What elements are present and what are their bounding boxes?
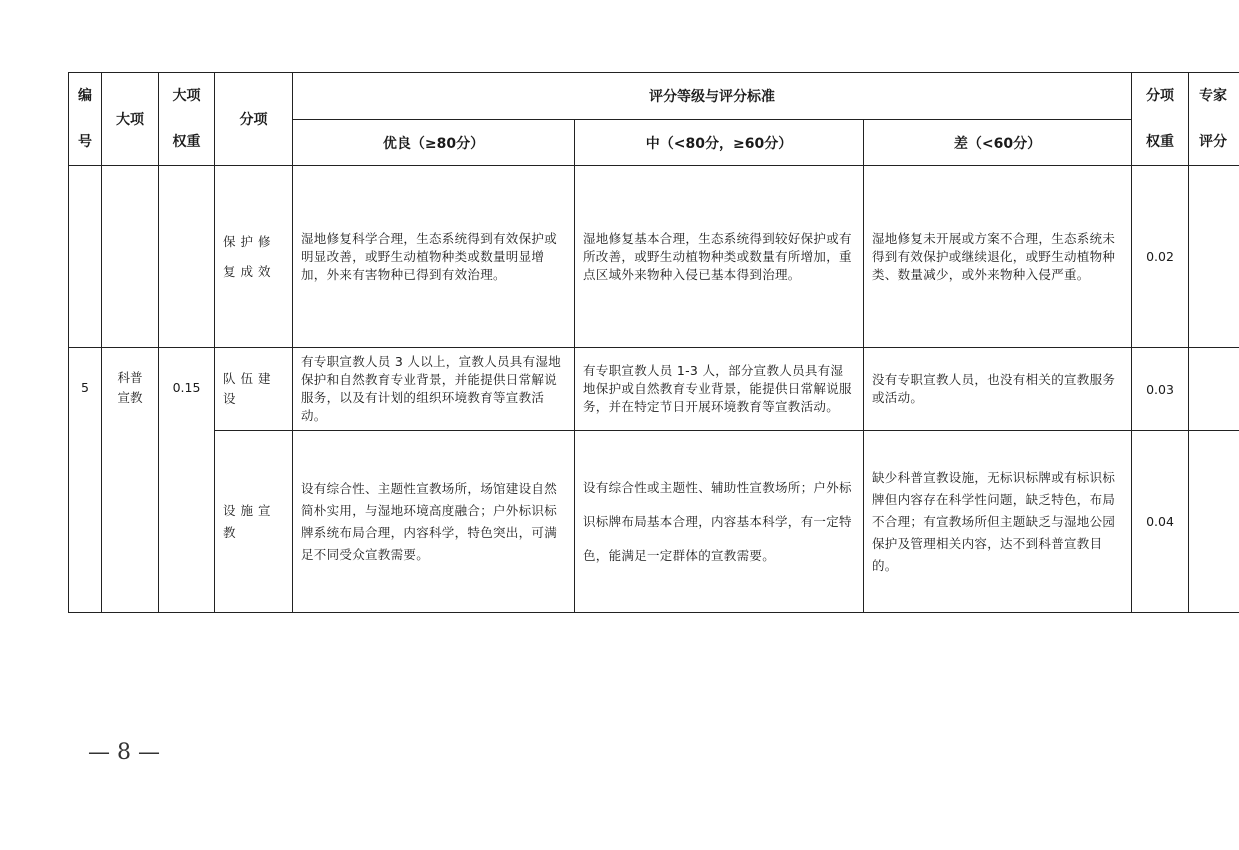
- header-no-line1: 编: [78, 88, 92, 104]
- header-item: 大项: [102, 73, 159, 166]
- header-bad: 差（<60分）: [864, 120, 1132, 166]
- good-criteria: 设有综合性、主题性宣教场所，场馆建设自然简朴实用，与湿地环境高度融合；户外标识标牌系统布局合理，内容科学，特色突出，可满足不同受众宣教需要。: [293, 431, 575, 613]
- header-no: [69, 73, 102, 166]
- bad-criteria: 缺少科普宣教设施，无标识标牌或有标识标牌但内容存在科学性问题，缺乏特色，布局不合理；有宣教场所但主题缺乏与湿地公园保护及管理相关内容，达不到科普宣教目的。: [864, 431, 1132, 613]
- table-row: [69, 348, 1239, 431]
- no-cell: [69, 166, 102, 348]
- header-good: 优良（≥80分）: [293, 120, 575, 166]
- no-cell: 5: [69, 348, 102, 613]
- criteria-table: [68, 72, 1239, 613]
- item-weight-cell: [159, 166, 215, 348]
- subitem-line1: 保护修: [223, 233, 276, 249]
- header-subitem: 分项: [215, 73, 293, 166]
- item-line2: 宣教: [117, 390, 143, 405]
- subitem-weight: 0.02: [1132, 166, 1189, 348]
- expert-score-cell: [1189, 431, 1239, 613]
- item-line1: 科普: [117, 370, 143, 385]
- item-weight-cell: 0.15: [159, 348, 215, 613]
- item-cell: [102, 166, 159, 348]
- subitem-weight: 0.04: [1132, 431, 1189, 613]
- subitem-line1: 队伍建: [223, 371, 276, 386]
- subitem-line2: 复成效: [223, 263, 276, 279]
- bad-criteria: 湿地修复未开展或方案不合理，生态系统未得到有效保护或继续退化，或野生动植物种类、数量减少，或外来物种入侵严重。: [864, 166, 1132, 348]
- header-weight-line2: 权重: [172, 134, 201, 150]
- mid-criteria: 湿地修复基本合理，生态系统得到较好保护或有所改善，或野生动植物种类或数量有所增加，重点区域外来物种入侵已基本得到治理。: [575, 166, 864, 348]
- subitem-line2: 设: [223, 391, 241, 406]
- subitem-line1: 设施宣: [223, 502, 276, 518]
- criteria-table-container: [68, 72, 1239, 614]
- subitem-weight: 0.03: [1132, 348, 1189, 431]
- subitem-cell: [215, 431, 293, 613]
- item-cell: [102, 348, 159, 613]
- header-expert-line1: 专家: [1199, 88, 1228, 104]
- good-criteria: 有专职宣教人员 3 人以上，宣教人员具有湿地保护和自然教育专业背景，并能提供日常解说服务，以及有计划的组织环境教育等宣教活动。: [293, 348, 575, 431]
- header-weight: [159, 73, 215, 166]
- header-expert: [1189, 73, 1239, 166]
- header-subweight-line2: 权重: [1146, 134, 1175, 150]
- table-row: [69, 166, 1239, 348]
- expert-score-cell: [1189, 348, 1239, 431]
- subitem-cell: [215, 348, 293, 431]
- header-mid: 中（<80分，≥60分）: [575, 120, 864, 166]
- mid-criteria: 设有综合性或主题性、辅助性宣教场所；户外标识标牌布局基本合理，内容基本科学，有一定特色，能满足一定群体的宣教需要。: [575, 431, 864, 613]
- header-expert-line2: 评分: [1199, 134, 1228, 150]
- table-row: [69, 431, 1239, 613]
- bad-criteria: 没有专职宣教人员，也没有相关的宣教服务或活动。: [864, 348, 1132, 431]
- mid-criteria: 有专职宣教人员 1-3 人，部分宣教人员具有湿地保护或自然教育专业背景，能提供日常解说服务，并在特定节日开展环境教育等宣教活动。: [575, 348, 864, 431]
- header-subweight: [1132, 73, 1189, 166]
- header-weight-line1: 大项: [172, 88, 201, 104]
- header-criteria: 评分等级与评分标准: [293, 73, 1132, 120]
- expert-score-cell: [1189, 166, 1239, 348]
- subitem-cell: [215, 166, 293, 348]
- header-no-line2: 号: [78, 134, 92, 150]
- subitem-line2: 教: [223, 524, 241, 540]
- header-subweight-line1: 分项: [1146, 88, 1175, 104]
- page-number: — 8 —: [88, 740, 160, 765]
- good-criteria: 湿地修复科学合理，生态系统得到有效保护或明显改善，或野生动植物种类或数量明显增加，外来有害物种已得到有效治理。: [293, 166, 575, 348]
